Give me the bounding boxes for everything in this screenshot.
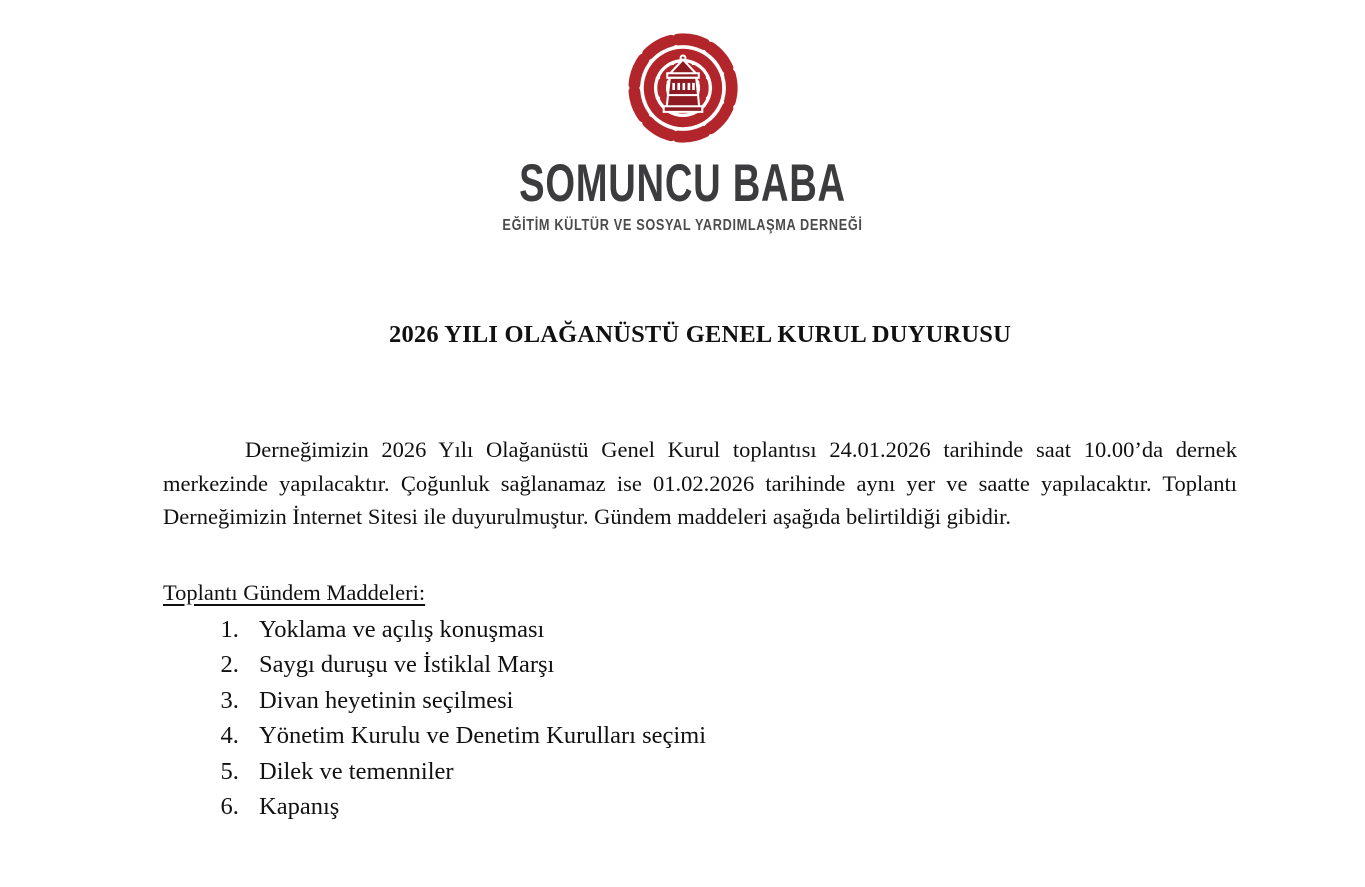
somuncu-baba-swirl-icon	[622, 27, 744, 151]
agenda-item: 4. Yönetim Kurulu ve Denetim Kurulları seçimi	[245, 721, 1237, 751]
agenda-item: 1. Yoklama ve açılış konuşması	[245, 615, 1237, 645]
page-title: 2026 YILI OLAĞANÜSTÜ GENEL KURUL DUYURUSU	[389, 321, 1011, 348]
agenda-item: 6. Kapanış	[245, 792, 1237, 822]
agenda-heading: Toplantı Gündem Maddeleri:	[163, 579, 426, 605]
agenda-item: 3. Divan heyetinin seçilmesi	[245, 686, 1237, 716]
announcement-paragraph: Derneğimizin 2026 Yılı Olağanüstü Genel Kurul toplantısı 24.01.2026 tarihinde saat 10.00’da dernek merkezinde yapılacaktır. Çoğunluk sağlanamaz ise 01.02.2026 tarihinde aynı yer ve saatte yapılacaktır. Toplantı Derneğimizin İnternet Sitesi ile duyurulmuştur. Gündem maddeleri aşağıda belirtildiği gibidir.	[163, 437, 1237, 529]
agenda-item: 2. Saygı duruşu ve İstiklal Marşı	[245, 650, 1237, 680]
association-logo	[0, 0, 1365, 235]
org-name: SOMUNCU BABA	[519, 154, 846, 213]
agenda-list	[163, 615, 1237, 822]
org-subtitle: EĞİTİM KÜLTÜR VE SOSYAL YARDIMLAŞMA DERNEĞİ	[502, 217, 863, 234]
agenda-item: 5. Dilek ve temenniler	[245, 757, 1237, 787]
